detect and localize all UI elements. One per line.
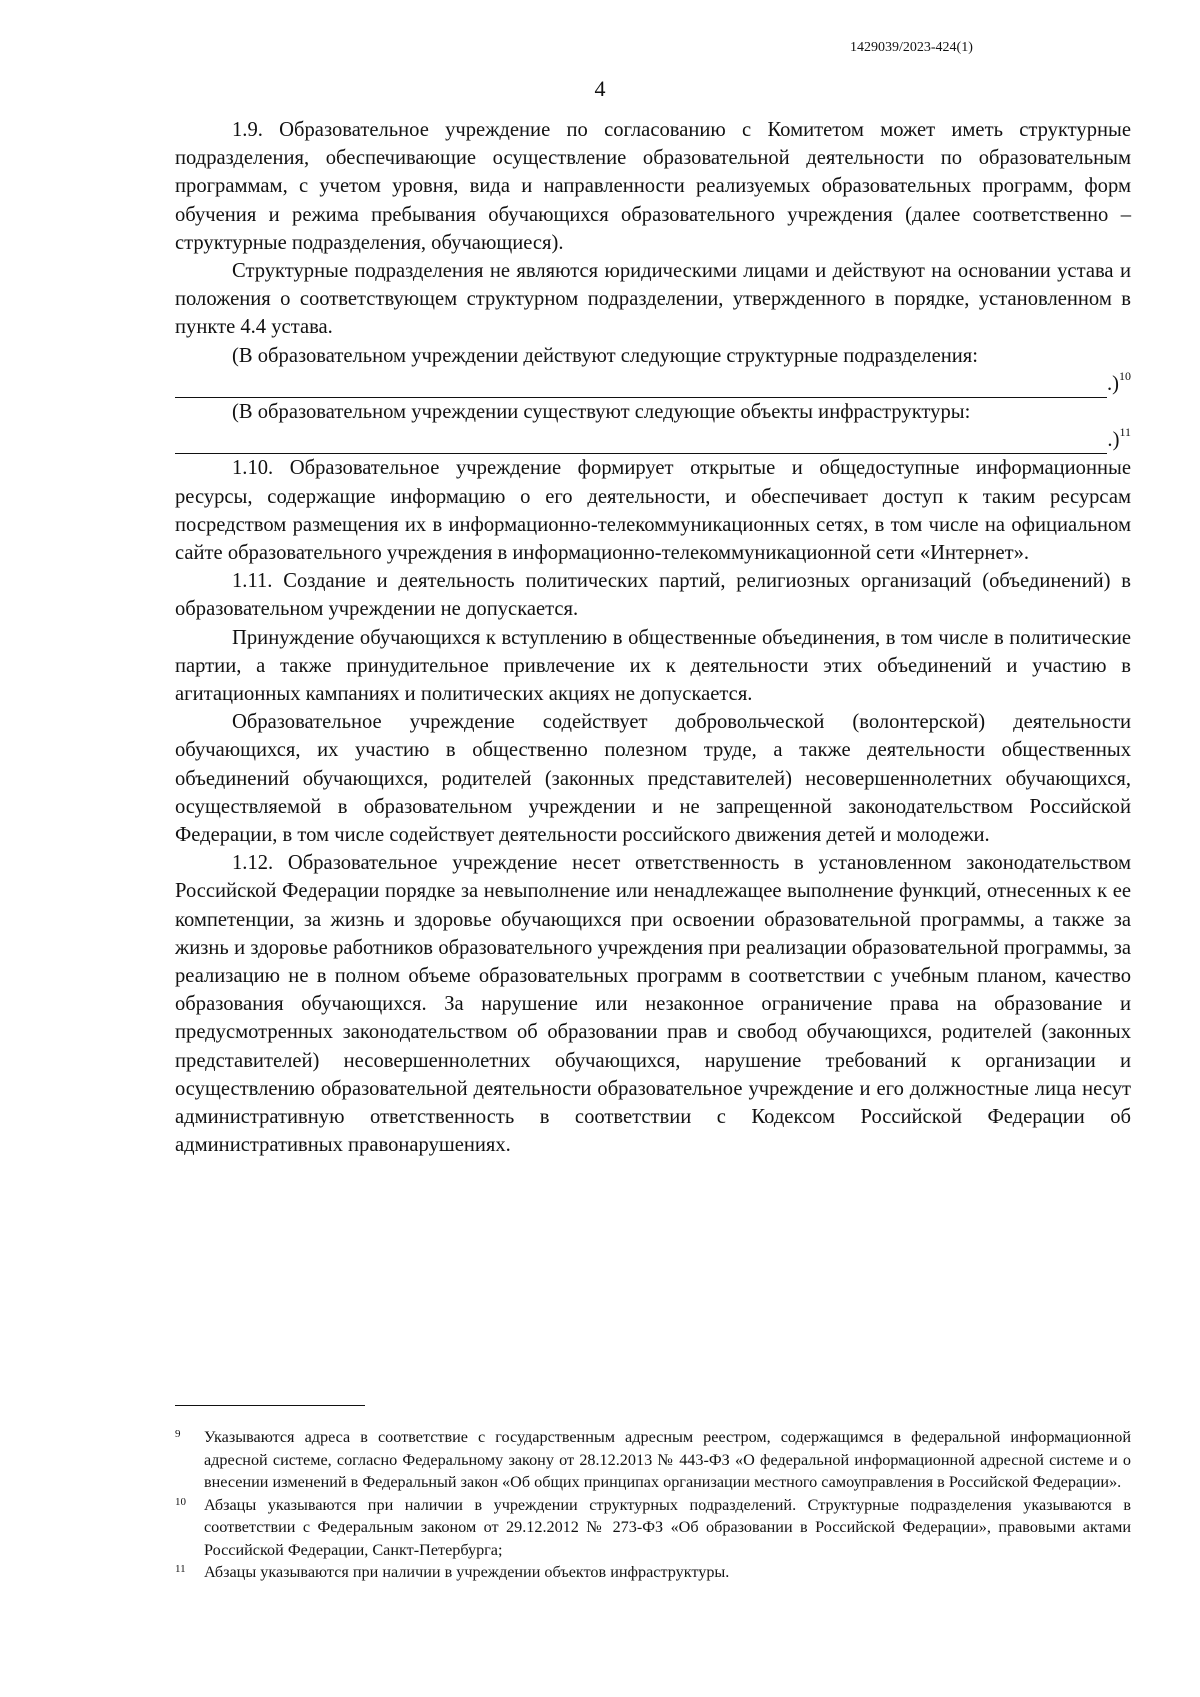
paragraph-1-10: 1.10. Образовательное учреждение формирует открытые и общедоступные информационные ресурсы, содержащие информацию о его деятельности, и обеспечивает доступ к таким ресурсам посредством размещения их в информационно-телекоммуникационных сетях, в том числе на официальном сайте образовательного учреждения в информационно-телекоммуникационной сети «Интернет». <box>175 457 1131 565</box>
paragraph-infrastructure: (В образовательном учреждении существуют следующие объекты инфраструктуры: <box>232 401 971 424</box>
document-body <box>175 116 1131 1159</box>
paragraph-struct-units: (В образовательном учреждении действуют следующие структурные подразделения: <box>232 344 978 367</box>
footnote-separator <box>175 1405 365 1406</box>
footnote-11 <box>175 1561 1131 1584</box>
paragraph-1-12: 1.12. Образовательное учреждение несет ответственность в установленном законодательством Российской Федерации порядке за невыполнение или ненадлежащее выполнение функций, отнесенных к ее компетенции, за жизнь и здоровье обучающихся при освоении образовательной программы, а также за жизнь и здоровье работников образовательного учреждения при реализации образовательной программы, за реализацию не в полном объеме образовательных программ в соответствии с учебным планом, качество образования обучающихся. За нарушение или незаконное ограничение права на образование и предусмотренных законодательством об образовании прав и свобод обучающихся, родителей (законных представителей) несовершеннолетних обучающихся, нарушение требований к организации и осуществлению образовательной деятельности образовательное учреждение и его должностные лица несут административную ответственность в соответствии с Кодексом Российской Федерации об административных правонарушениях. <box>175 852 1131 1157</box>
paragraph-1-9-structure: Структурные подразделения не являются юридическими лицами и действуют на основании устава и положения о соответствующем структурном подразделении, утвержденного в порядке, установленном в пункте 4.4 устава. <box>175 260 1131 339</box>
footnote-text: Абзацы указываются при наличии в учреждении объектов инфраструктуры. <box>204 1563 730 1581</box>
blank-line <box>175 433 1107 454</box>
paragraph-1-9: 1.9. Образовательное учреждение по согласованию с Комитетом может иметь структурные подразделения, обеспечивающие осуществление образовательной деятельности по образовательным программам, с учетом уровня, вида и направленности реализуемых образовательных программ, форм обучения и режима пребывания обучающихся образовательного учреждения (далее соответственно – структурные подразделения, обучающиеся). <box>175 119 1131 254</box>
fill-line-tail: .)$^{11}$ <box>1107 425 1131 452</box>
footnotes <box>175 1426 1131 1584</box>
document-code: 1429039/2023-424(1) <box>850 40 973 55</box>
footnote-text: Абзацы указываются при наличии в учреждении структурных подразделений. Структурные подразделения указываются в соответствии с Федеральным законом от 29.12.2012 № 273-ФЗ «Об образовании в Российской Федерации», правовыми актами Российской Федерации, Санкт-Петербурга; <box>204 1495 1131 1559</box>
footnote-ref-10: 10 <box>1119 368 1131 383</box>
page-number: 4 <box>594 76 606 101</box>
struct-units-fill-line <box>175 370 1131 398</box>
infrastructure-fill-line <box>175 426 1131 454</box>
footnote-number: 11 <box>175 1563 186 1575</box>
footnote-number: 9 <box>175 1428 181 1440</box>
paragraph-1-11-volunteer: Образовательное учреждение содействует добровольческой (волонтерской) деятельности обучающихся, их участию в общественно полезном труде, а также деятельности общественных объединений обучающихся, родителей (законных представителей) несовершеннолетних обучающихся, осуществляемой в образовательном учреждении и не запрещенной законодательством Российской Федерации, в том числе содействует деятельности российского движения детей и молодежи. <box>175 711 1131 847</box>
footnote-10 <box>175 1494 1131 1562</box>
paragraph-1-11-coercion: Принуждение обучающихся к вступлению в общественные объединения, в том числе в политические партии, а также принудительное привлечение их к деятельности этих объединений и участию в агитационных кампаниях и политических акциях не допускается. <box>175 626 1131 706</box>
paragraph-1-11: 1.11. Создание и деятельность политических партий, религиозных организаций (объединений) в образовательном учреждении не допускается. <box>175 570 1131 621</box>
footnote-9 <box>175 1426 1131 1494</box>
footnote-number: 10 <box>175 1495 186 1508</box>
fill-line-tail: .)$^{10}$ <box>1106 368 1131 395</box>
footnote-text: Указываются адреса в соответствие с государственным адресным реестром, содержащимся в федеральной информационной адресной системе, согласно Федеральному закону от 28.12.2013 № 443-ФЗ «О федеральной информационной адресной системе и о внесении изменений в Федеральный закон «Об общих принципах организации местного самоуправления в Российской Федерации». <box>204 1428 1131 1491</box>
footnote-ref-11: 11 <box>1119 425 1131 440</box>
blank-line <box>175 377 1107 398</box>
